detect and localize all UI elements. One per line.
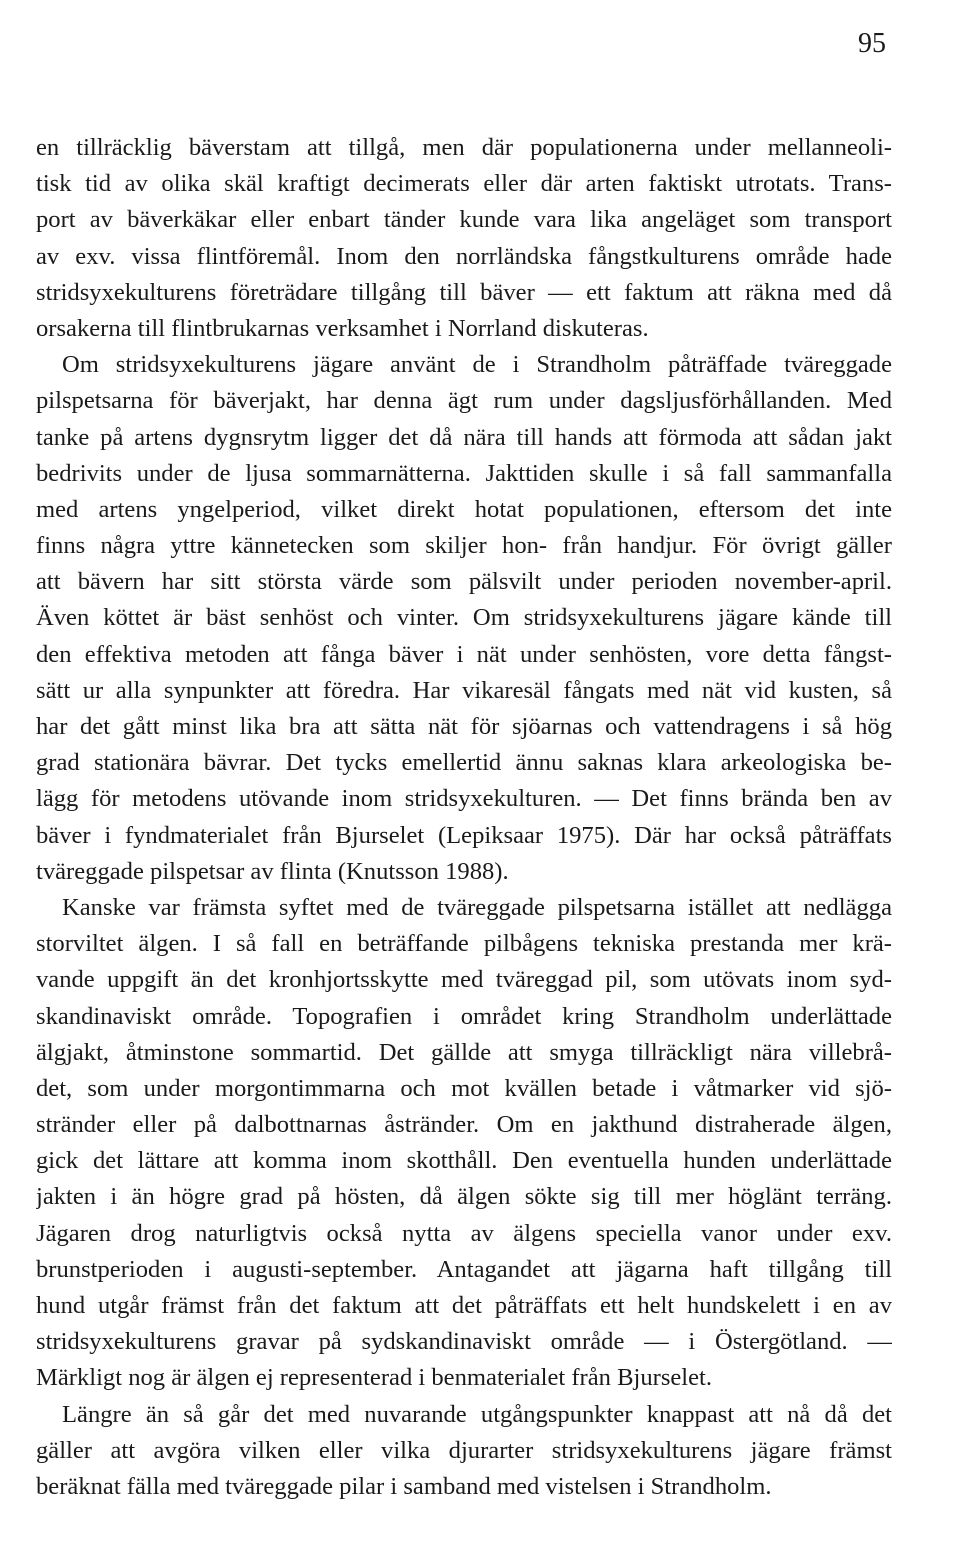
text-line: finns några yttre kännetecken som skiljer hon- från handjur. För övrigt gäller	[36, 532, 892, 560]
page-number: 95	[858, 28, 886, 59]
text-line: med artens yngelperiod, vilket direkt hotat populationen, eftersom det inte	[36, 495, 892, 523]
text-line: sätt ur alla synpunkter att föredra. Har vikaresäl fångats med nät vid kusten, så	[36, 676, 892, 704]
text-line: jakten i än högre grad på hösten, då älgen sökte sig till mer höglänt terräng.	[36, 1183, 892, 1211]
text-line: en tillräcklig bäverstam att tillgå, men där populationerna under mellanneoli-	[36, 134, 892, 161]
text-line: Jägaren drog naturligtvis också nytta av älgens speciella vanor under exv.	[36, 1219, 892, 1247]
text-line: skandinaviskt område. Topografien i området kring Strandholm underlättade	[36, 1002, 892, 1030]
text-line: bäver i fyndmaterialet från Bjurselet (Lepiksaar 1975). Där har också påträffats	[36, 821, 892, 849]
text-line: tisk tid av olika skäl kraftigt decimerats eller där arten faktiskt utrotats. Trans-	[36, 170, 892, 198]
text-line: gick det lättare att komma inom skotthåll. Den eventuella hunden underlättade	[36, 1147, 892, 1175]
text-line: Kanske var främsta syftet med de tväreggade pilspetsarna istället att nedlägga	[62, 893, 892, 921]
text-line: orsakerna till flintbrukarnas verksamhet i Norrland diskuteras.	[36, 314, 649, 342]
text-line: Märkligt nog är älgen ej representerad i benmaterialet från Bjurselet.	[36, 1364, 713, 1392]
text-line: port av bäverkäkar eller enbart tänder kunde vara lika angeläget som transport	[36, 206, 892, 234]
text-line: storviltet älgen. I så fall en beträffande pilbågens tekniska prestanda mer krä-	[36, 930, 892, 958]
text-line: har det gått minst lika bra att sätta nät för sjöarnas och vattendragens i så hög	[36, 713, 892, 740]
text-line: Om stridsyxekulturens jägare använt de i Strandholm påträffade tväreggade	[62, 351, 892, 379]
text-line: pilspetsarna för bäverjakt, har denna ägt rum under dagsljusförhållanden. Med	[36, 387, 892, 415]
paragraph-4	[36, 1397, 892, 1506]
text-line: den effektiva metoden att fånga bäver i nät under senhösten, vore detta fångst-	[36, 640, 892, 668]
text-line: Längre än så går det med nuvarande utgångspunkter knappast att nå då det	[62, 1400, 892, 1428]
text-line: att bävern har sitt största värde som pälsvilt under perioden november-april.	[36, 568, 892, 596]
text-line: brunstperioden i augusti-september. Antagandet att jägarna haft tillgång till	[36, 1255, 892, 1283]
text-line: vande uppgift än det kronhjortsskytte med tväreggad pil, som utövats inom syd-	[36, 966, 892, 994]
text-line: grad stationära bävrar. Det tycks emellertid ännu saknas klara arkeologiska be-	[36, 749, 892, 777]
text-line: stridsyxekulturens gravar på sydskandinaviskt område — i Östergötland. —	[36, 1328, 892, 1356]
text-line: hund utgår främst från det faktum att det påträffats ett helt hundskelett i en av	[36, 1292, 892, 1319]
text-line: det, som under morgontimmarna och mot kvällen betade i våtmarker vid sjö-	[36, 1074, 892, 1102]
text-line: bedrivits under de ljusa sommarnätterna. Jakttiden skulle i så fall sammanfalla	[36, 459, 892, 487]
text-line: lägg för metodens utövande inom stridsyxekulturen. — Det finns brända ben av	[36, 785, 892, 813]
paragraph-2	[36, 347, 892, 890]
paragraph-1	[36, 130, 892, 347]
text-line: stridsyxekulturens företrädare tillgång till bäver — ett faktum att räkna med då	[36, 278, 892, 306]
text-line: beräknat fälla med tväreggade pilar i samband med vistelsen i Strandholm.	[36, 1472, 772, 1500]
text-line: av exv. vissa flintföremål. Inom den norrländska fångstkulturens område hade	[36, 242, 892, 270]
text-line: tväreggade pilspetsar av flinta (Knutsson 1988).	[36, 857, 509, 885]
text-line: gäller att avgöra vilken eller vilka djurarter stridsyxekulturens jägare främst	[36, 1436, 892, 1464]
body-text	[36, 130, 892, 1505]
paragraph-3	[36, 890, 892, 1397]
text-line: älgjakt, åtminstone sommartid. Det gällde att smyga tillräckligt nära villebrå-	[36, 1038, 892, 1066]
text-line: tanke på artens dygnsrytm ligger det då nära till hands att förmoda att sådan jakt	[36, 423, 892, 451]
text-line: stränder eller på dalbottnarnas åstränder. Om en jakthund distraherade älgen,	[36, 1111, 892, 1139]
text-line: Även köttet är bäst senhöst och vinter. Om stridsyxekulturens jägare kände till	[36, 604, 892, 632]
